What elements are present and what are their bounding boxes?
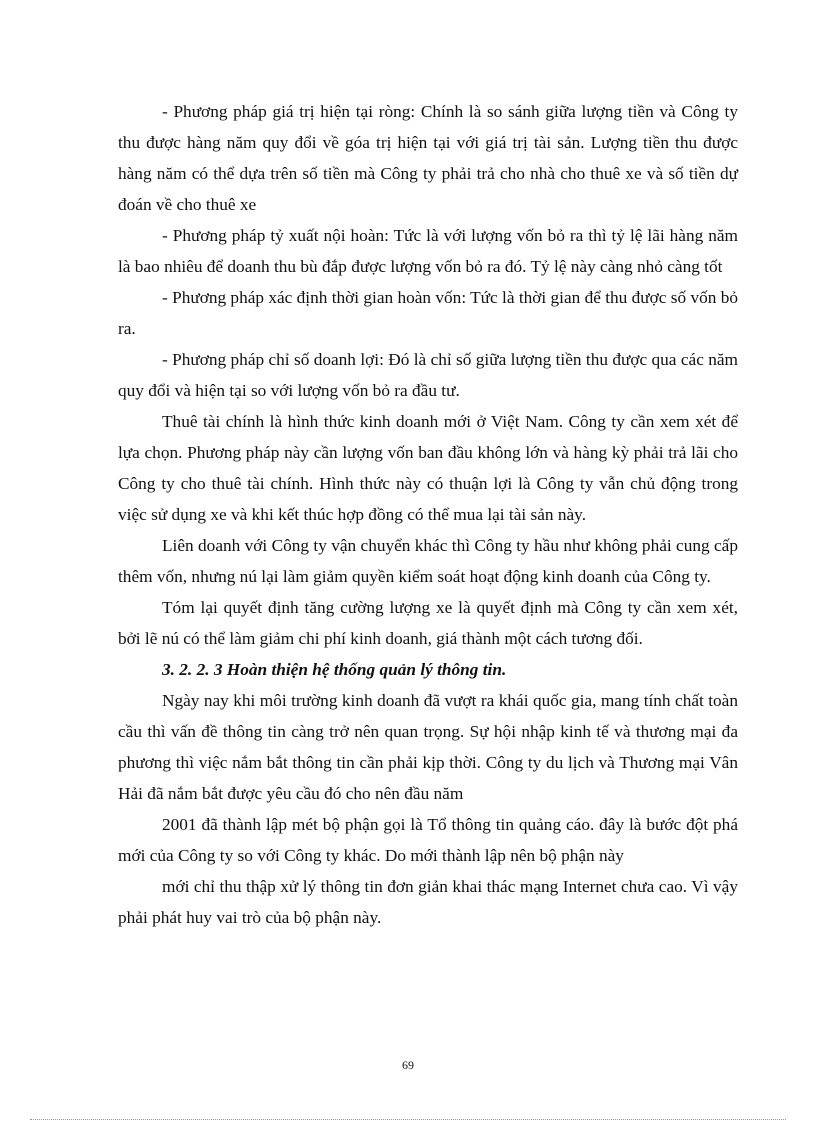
paragraph-financial-leasing: Thuê tài chính là hình thức kinh doanh mới ở Việt Nam. Công ty cần xem xét để lựa chọn. Phương pháp này cần lượng vốn ban đầu không lớn và hàng kỳ phải trả lãi cho Công ty cho thuê tài chính. Hình thức này có thuận lợi là Công ty vẫn chủ động trong việc sử dụng xe và khi kết thúc hợp đồng có thể mua lại tài sản này. (118, 412, 738, 524)
paragraph-conclusion: Tóm lại quyết định tăng cường lượng xe là quyết định mà Công ty cần xem xét, bởi lẽ nú có thể làm giảm chi phí kinh doanh, giá thành một cách tương đối. (118, 598, 738, 648)
page-body (118, 96, 738, 933)
paragraph-payback-method: - Phương pháp xác định thời gian hoàn vốn: Tức là thời gian để thu được số vốn bỏ ra. (118, 288, 738, 338)
footer-divider (30, 1119, 786, 1120)
page-number: 69 (402, 1058, 414, 1072)
paragraph-joint-venture: Liên doanh với Công ty vận chuyển khác thì Công ty hầu như không phải cung cấp thêm vốn, nhưng nú lại làm giảm quyền kiểm soát hoạt động kinh doanh của Công ty. (118, 536, 738, 586)
paragraph-irr-method: - Phương pháp tỷ xuất nội hoàn: Tức là với lượng vốn bỏ ra thì tỷ lệ lãi hàng năm là bao nhiêu để doanh thu bù đắp được lượng vốn bỏ ra đó. Tỷ lệ này càng nhỏ càng tốt (118, 226, 738, 276)
section-heading: 3. 2. 2. 3 Hoàn thiện hệ thống quản lý thông tin. (162, 660, 507, 679)
paragraph-information-closing: mới chỉ thu thập xử lý thông tin đơn giản khai thác mạng Internet chưa cao. Vì vậy phải phát huy vai trò của bộ phận này. (118, 877, 738, 927)
paragraph-information-intro: Ngày nay khi môi trường kinh doanh đã vượt ra khái quốc gia, mang tính chất toàn cầu thì vấn đề thông tin càng trở nên quan trọng. Sự hội nhập kinh tế và thương mại đa phương thì việc nắm bắt thông tin cần phải kịp thời. Công ty du lịch và Thương mại Vân Hải đã nắm bắt được yêu cầu đó cho nên đầu năm (118, 691, 738, 803)
paragraph-information-2001: 2001 đã thành lập mét bộ phận gọi là Tổ thông tin quảng cáo. đây là bước đột phá mới của Công ty so với Công ty khác. Do mới thành lập nên bộ phận này (118, 815, 738, 865)
paragraph-npv-method: - Phương pháp giá trị hiện tại ròng: Chính là so sánh giữa lượng tiền và Công ty thu được hàng năm quy đổi về góa trị hiện tại với giá trị tài sản. Lượng tiền thu được hàng năm có thể dựa trên số tiền mà Công ty phải trả cho nhà cho thuê xe và số tiền dự đoán về cho thuê xe (118, 102, 738, 214)
paragraph-profitability-index: - Phương pháp chỉ số doanh lợi: Đó là chỉ số giữa lượng tiền thu được qua các năm quy đổi và hiện tại so với lượng vốn bỏ ra đầu tư. (118, 350, 738, 400)
